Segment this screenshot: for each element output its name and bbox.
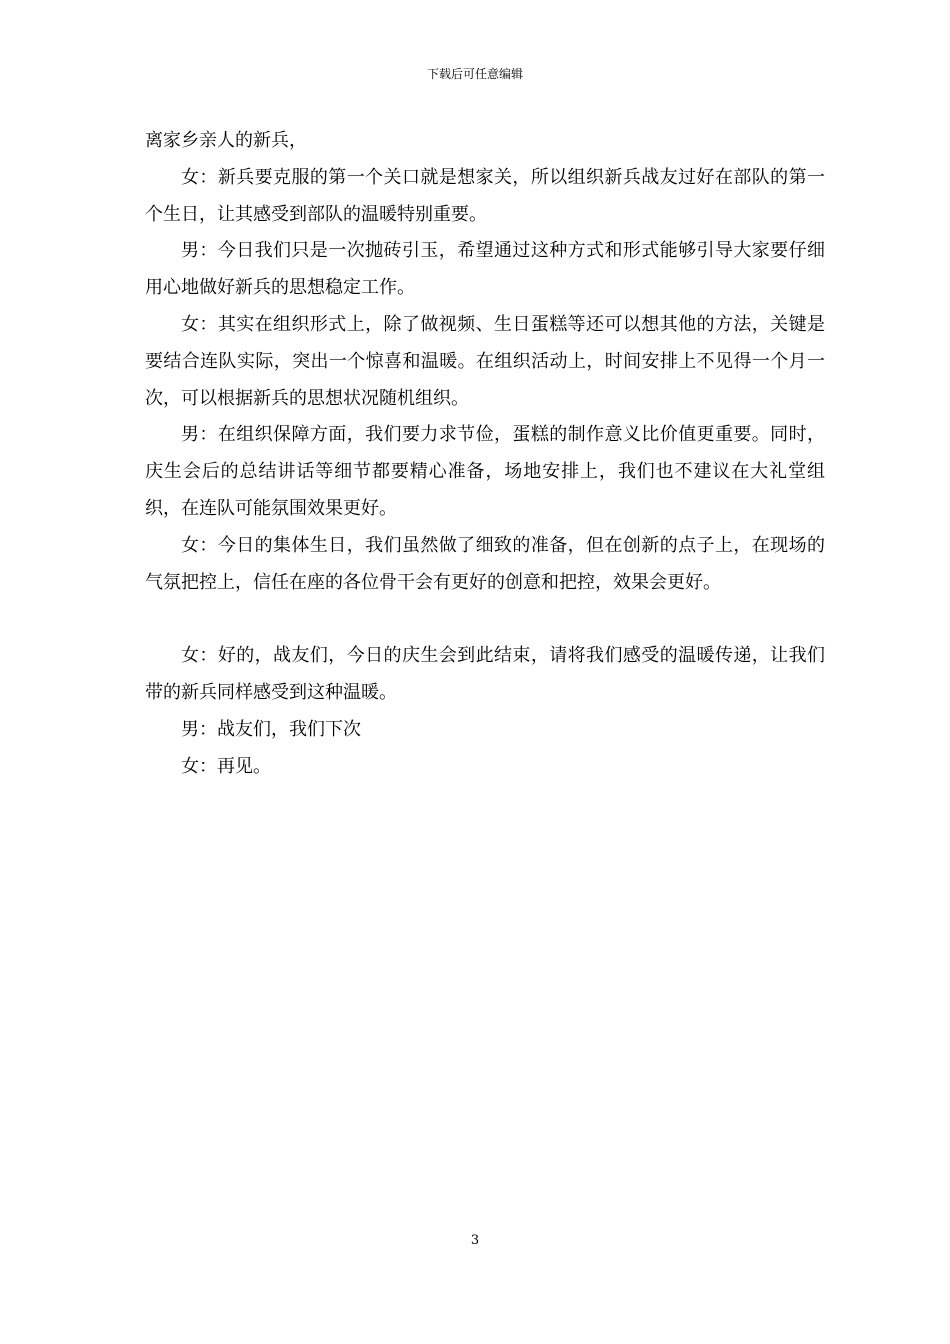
document-body — [145, 123, 825, 785]
paragraph-female-3: 女：今日的集体生日，我们虽然做了细致的准备，但在创新的点子上，在现场的气氛把控上，信任在座的各位骨干会有更好的创意和把控，效果会更好。 — [145, 534, 825, 593]
page-header: 下载后可任意编辑 — [426, 67, 523, 81]
paragraph-male-closing: 男：战友们，我们下次 — [181, 718, 361, 740]
page-number: 3 — [470, 1233, 480, 1248]
paragraph-continuation: 离家乡亲人的新兵， — [145, 130, 307, 151]
paragraph-female-1: 女：新兵要克服的第一个关口就是想家关，所以组织新兵战友过好在部队的第一个生日，让其感受到部队的温暖特别重要。 — [145, 166, 825, 225]
blank-line — [145, 601, 825, 638]
paragraph-female-farewell: 女：再见。 — [181, 755, 271, 777]
paragraph-male-1: 男：今日我们只是一次抛砖引玉，希望通过这种方式和形式能够引导大家要仔细用心地做好新兵的思想稳定工作。 — [145, 240, 825, 299]
paragraph-female-2: 女：其实在组织形式上，除了做视频、生日蛋糕等还可以想其他的方法，关键是要结合连队实际，突出一个惊喜和温暖。在组织活动上，时间安排上不见得一个月一次，可以根据新兵的思想状况随机组织。 — [145, 313, 825, 409]
paragraph-male-2: 男：在组织保障方面，我们要力求节俭，蛋糕的制作意义比价值更重要。同时，庆生会后的总结讲话等细节都要精心准备，场地安排上，我们也不建议在大礼堂组织，在连队可能氛围效果更好。 — [145, 424, 825, 519]
paragraph-female-closing: 女：好的，战友们，今日的庆生会到此结束，请将我们感受的温暖传递，让我们带的新兵同样感受到这种温暖。 — [145, 645, 825, 703]
